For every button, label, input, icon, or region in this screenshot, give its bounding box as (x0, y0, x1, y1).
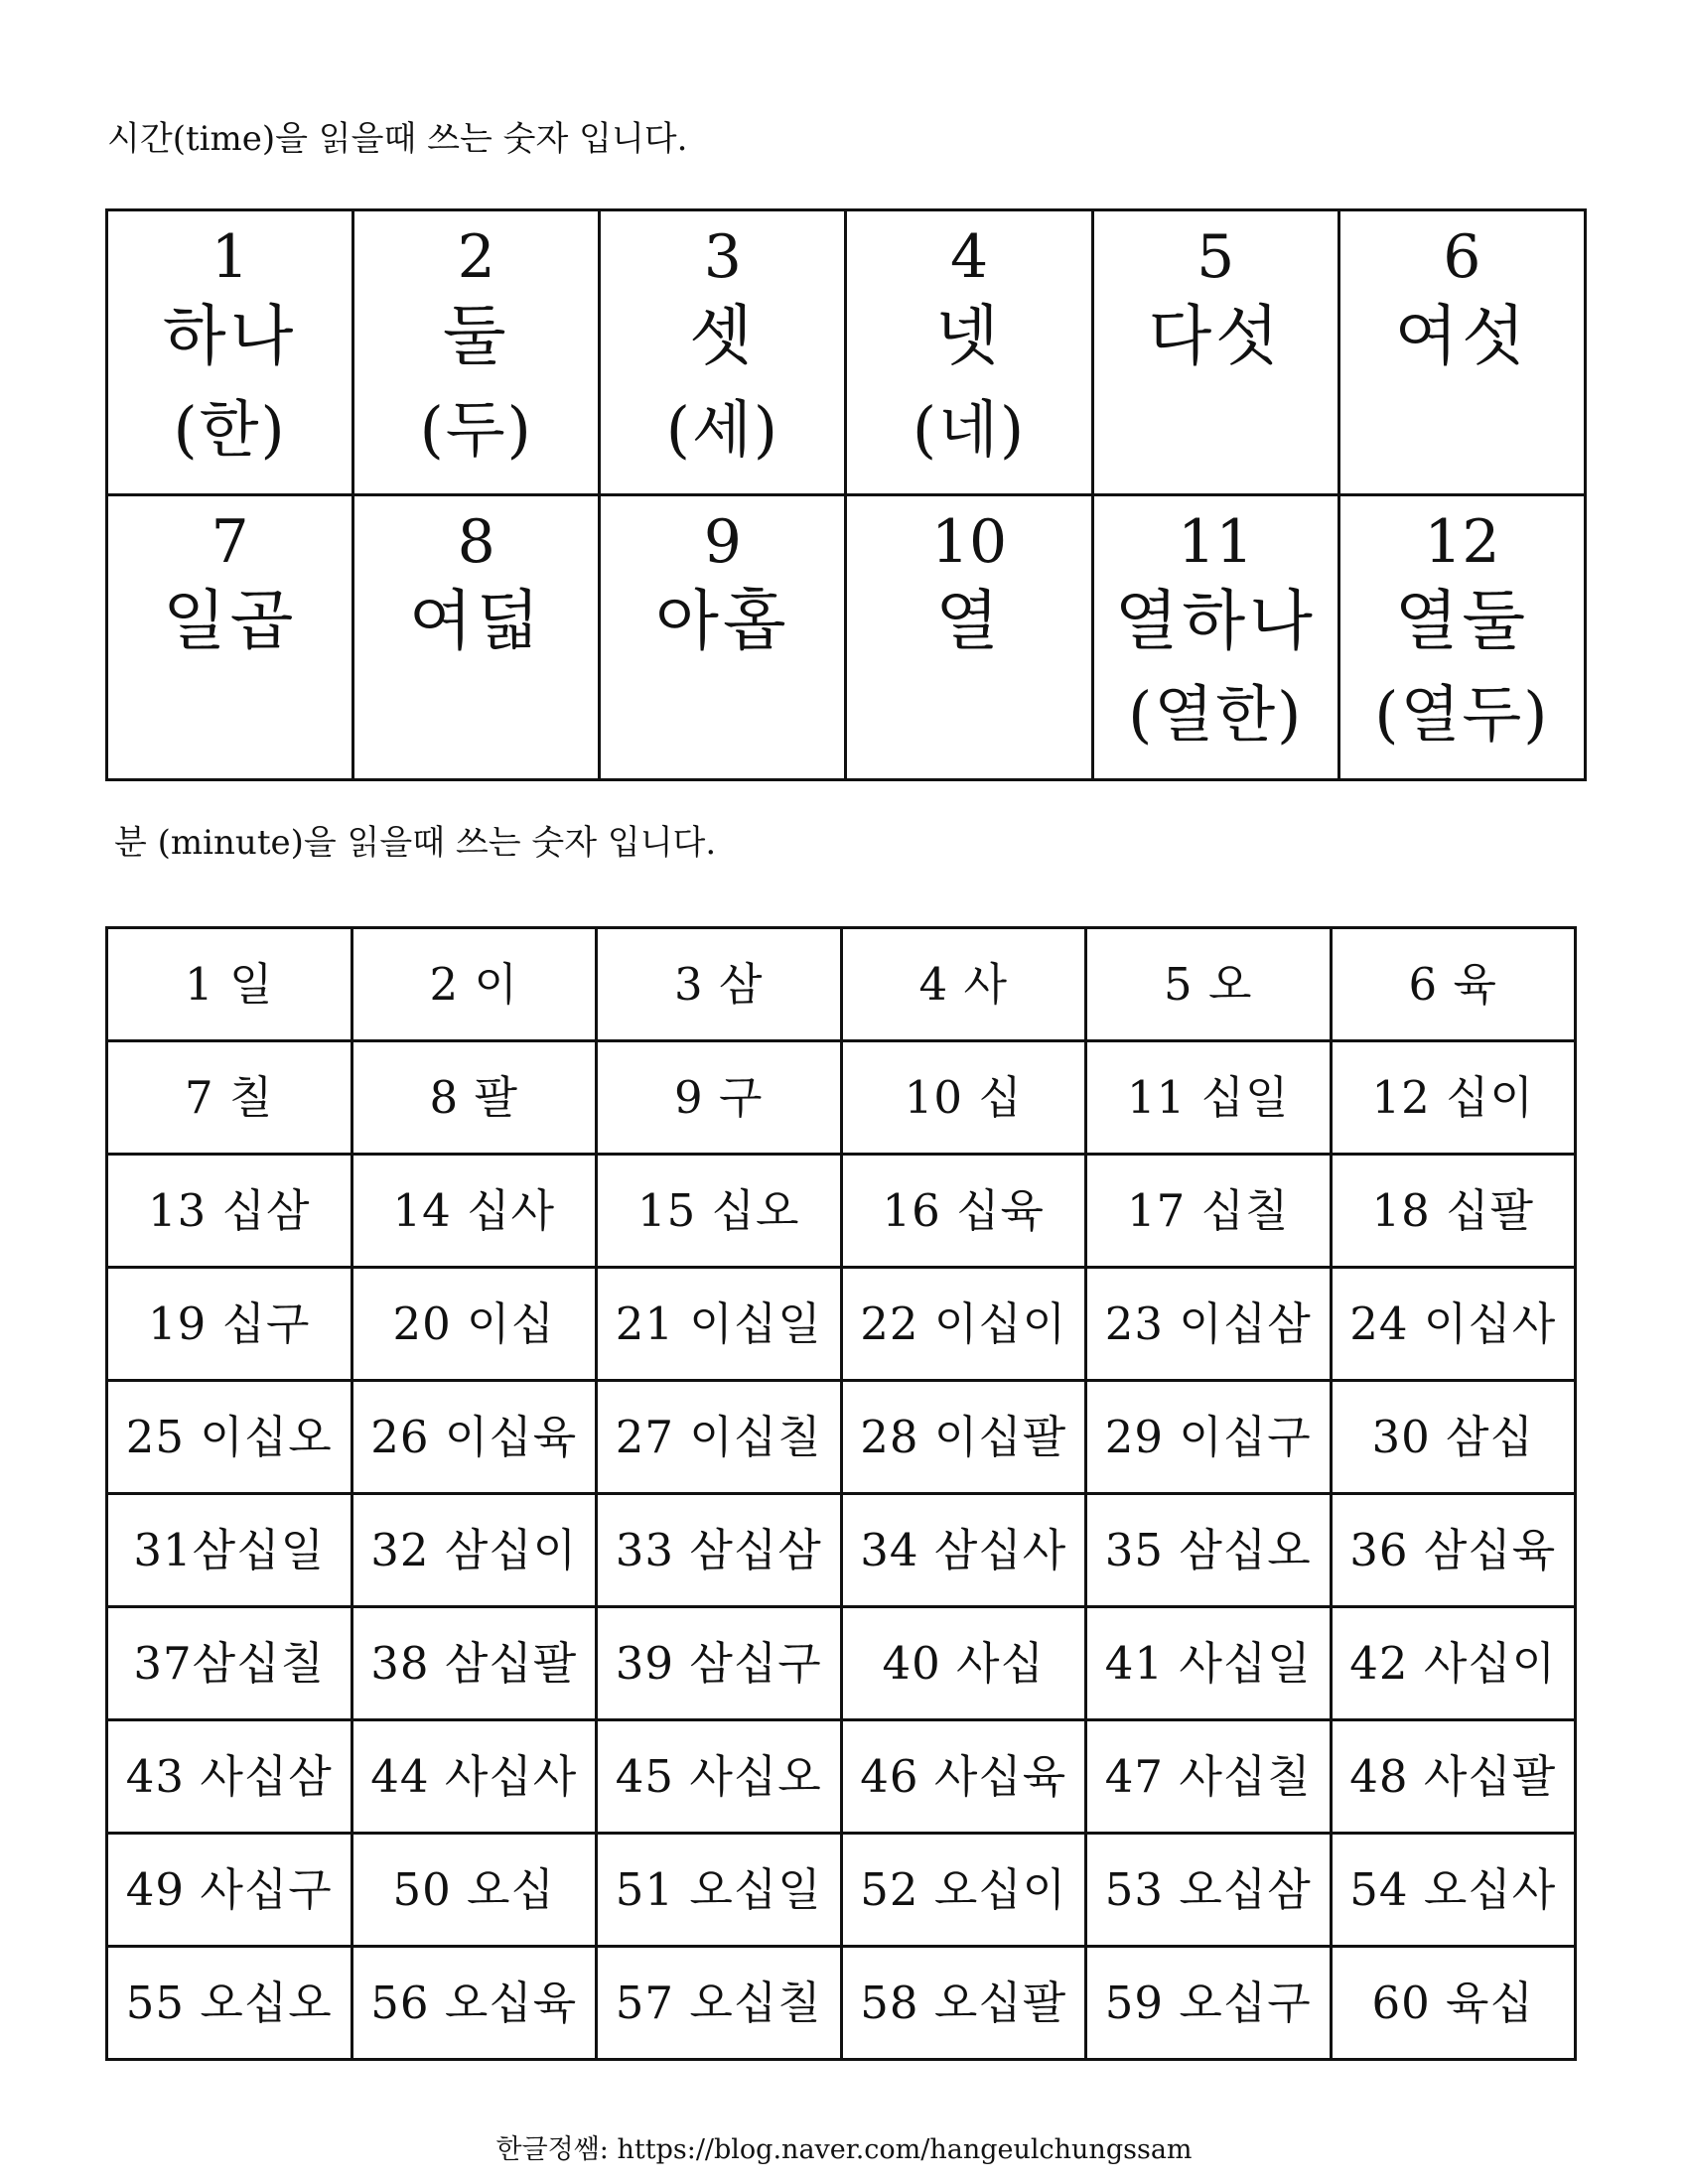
minute-table-row (107, 1607, 1576, 1720)
minute-table-cell: 34 삼십사 (841, 1494, 1086, 1607)
time-table-cell (1092, 495, 1338, 780)
minute-table-cell: 40 사십 (841, 1607, 1086, 1720)
minute-table-cell: 14 십사 (352, 1155, 597, 1268)
minute-table-cell: 2 이 (352, 928, 597, 1041)
time-table-cell (353, 210, 600, 495)
minute-table-cell: 7 칠 (107, 1041, 352, 1155)
time-native-word: 셋 (689, 298, 757, 374)
time-short-form: (두) (419, 393, 533, 466)
minute-table-cell: 55 오십오 (107, 1947, 352, 2060)
minute-table-cell: 6 육 (1331, 928, 1576, 1041)
time-section-heading: 시간(time)을 읽을때 쓰는 숫자 입니다. (107, 119, 688, 159)
minute-table-row (107, 1268, 1576, 1381)
minute-table-row (107, 1947, 1576, 2060)
time-number: 5 (1196, 222, 1235, 292)
minute-table-cell: 32 삼십이 (352, 1494, 597, 1607)
minute-table-row (107, 928, 1576, 1041)
time-number: 11 (1178, 507, 1254, 577)
minute-table-cell: 50 오십 (352, 1834, 597, 1947)
minute-table-cell: 39 삼십구 (597, 1607, 842, 1720)
time-number: 6 (1443, 222, 1481, 292)
minute-table-cell: 23 이십삼 (1086, 1268, 1332, 1381)
minute-table-cell: 29 이십구 (1086, 1381, 1332, 1494)
time-table-cell (600, 210, 846, 495)
time-table-cell (353, 495, 600, 780)
minute-table-cell: 10 십 (841, 1041, 1086, 1155)
minute-table-cell: 56 오십육 (352, 1947, 597, 2060)
minute-table-cell: 53 오십삼 (1086, 1834, 1332, 1947)
time-number: 3 (703, 222, 742, 292)
minute-table-cell: 17 십칠 (1086, 1155, 1332, 1268)
minute-table-cell: 8 팔 (352, 1041, 597, 1155)
minute-table-cell: 57 오십칠 (597, 1947, 842, 2060)
minute-table-cell: 1 일 (107, 928, 352, 1041)
time-native-word: 아홉 (655, 583, 790, 659)
minute-table-cell: 30 삼십 (1331, 1381, 1576, 1494)
time-number: 10 (930, 507, 1008, 577)
minute-table-cell: 54 오십사 (1331, 1834, 1576, 1947)
minute-table-cell: 52 오십이 (841, 1834, 1086, 1947)
time-numbers-table (105, 208, 1587, 781)
minute-table-cell: 36 삼십육 (1331, 1494, 1576, 1607)
minute-table-cell: 37삼십칠 (107, 1607, 352, 1720)
time-number: 1 (211, 222, 249, 292)
minute-table-cell: 59 오십구 (1086, 1947, 1332, 2060)
minute-table-row (107, 1041, 1576, 1155)
minute-table-cell: 44 사십사 (352, 1720, 597, 1834)
minute-table-cell: 12 십이 (1331, 1041, 1576, 1155)
minute-table-cell: 43 사십삼 (107, 1720, 352, 1834)
minute-table-row (107, 1834, 1576, 1947)
minute-table-cell: 46 사십육 (841, 1720, 1086, 1834)
minute-table-cell: 20 이십 (352, 1268, 597, 1381)
time-table-cell (846, 495, 1092, 780)
time-native-word: 열하나 (1114, 583, 1317, 659)
time-short-form: (열두) (1374, 678, 1550, 751)
time-number: 9 (703, 507, 742, 577)
minute-table-cell: 42 사십이 (1331, 1607, 1576, 1720)
minute-table-cell: 49 사십구 (107, 1834, 352, 1947)
time-number: 4 (949, 222, 989, 292)
time-native-word: 열둘 (1394, 583, 1530, 659)
minute-table-cell: 28 이십팔 (841, 1381, 1086, 1494)
time-table-cell (846, 210, 1092, 495)
minute-table-cell: 51 오십일 (597, 1834, 842, 1947)
minute-table-cell: 18 십팔 (1331, 1155, 1576, 1268)
time-table-row (107, 210, 1586, 495)
time-table-cell (107, 495, 353, 780)
minute-table-cell: 48 사십팔 (1331, 1720, 1576, 1834)
minute-section-heading: 분 (minute)을 읽을때 쓰는 숫자 입니다. (114, 823, 717, 863)
minute-table-cell: 13 십삼 (107, 1155, 352, 1268)
minute-table-cell: 38 삼십팔 (352, 1607, 597, 1720)
minute-table-cell: 60 육십 (1331, 1947, 1576, 2060)
footer-source-link: 한글정쌤: https://blog.naver.com/hangeulchungssam (495, 2134, 1193, 2165)
minute-table-cell: 47 사십칠 (1086, 1720, 1332, 1834)
minute-table-row (107, 1720, 1576, 1834)
time-short-form: (세) (665, 393, 780, 466)
minute-table-cell: 22 이십이 (841, 1268, 1086, 1381)
time-short-form: (네) (912, 393, 1027, 466)
time-table-cell (1092, 210, 1338, 495)
minute-table-cell: 5 오 (1086, 928, 1332, 1041)
minute-table-cell: 4 사 (841, 928, 1086, 1041)
time-native-word: 일곱 (162, 583, 298, 659)
minute-table-cell: 26 이십육 (352, 1381, 597, 1494)
time-table-cell (107, 210, 353, 495)
minute-table-cell: 9 구 (597, 1041, 842, 1155)
time-native-word: 여덟 (408, 583, 544, 659)
minute-table-cell: 35 삼십오 (1086, 1494, 1332, 1607)
minute-table-cell: 58 오십팔 (841, 1947, 1086, 2060)
time-table-cell (1338, 495, 1585, 780)
minute-numbers-table (105, 926, 1577, 2061)
minute-table-cell: 11 십일 (1086, 1041, 1332, 1155)
time-number: 8 (457, 507, 495, 577)
time-short-form: (열한) (1128, 678, 1304, 751)
time-native-word: 둘 (442, 298, 510, 374)
minute-table-cell: 33 삼십삼 (597, 1494, 842, 1607)
time-native-word: 넷 (935, 298, 1003, 374)
time-native-word: 다섯 (1148, 298, 1283, 374)
minute-table-row (107, 1155, 1576, 1268)
minute-table-cell: 21 이십일 (597, 1268, 842, 1381)
minute-table-row (107, 1381, 1576, 1494)
time-table-cell (600, 495, 846, 780)
minute-table-cell: 31삼십일 (107, 1494, 352, 1607)
time-table-row (107, 495, 1586, 780)
minute-table-row (107, 1494, 1576, 1607)
minute-table-cell: 45 사십오 (597, 1720, 842, 1834)
minute-table-cell: 19 십구 (107, 1268, 352, 1381)
minute-table-cell: 24 이십사 (1331, 1268, 1576, 1381)
minute-table-cell: 41 사십일 (1086, 1607, 1332, 1720)
time-table-cell (1338, 210, 1585, 495)
time-native-word: 열 (935, 583, 1003, 659)
time-number: 2 (457, 222, 495, 292)
time-number: 7 (211, 507, 249, 577)
minute-table-cell: 3 삼 (597, 928, 842, 1041)
minute-table-cell: 15 십오 (597, 1155, 842, 1268)
time-native-word: 여섯 (1394, 298, 1530, 374)
time-native-word: 하나 (162, 298, 298, 374)
minute-table-cell: 16 십육 (841, 1155, 1086, 1268)
time-short-form: (한) (173, 393, 287, 466)
minute-table-cell: 25 이십오 (107, 1381, 352, 1494)
minute-table-cell: 27 이십칠 (597, 1381, 842, 1494)
time-number: 12 (1424, 507, 1500, 577)
